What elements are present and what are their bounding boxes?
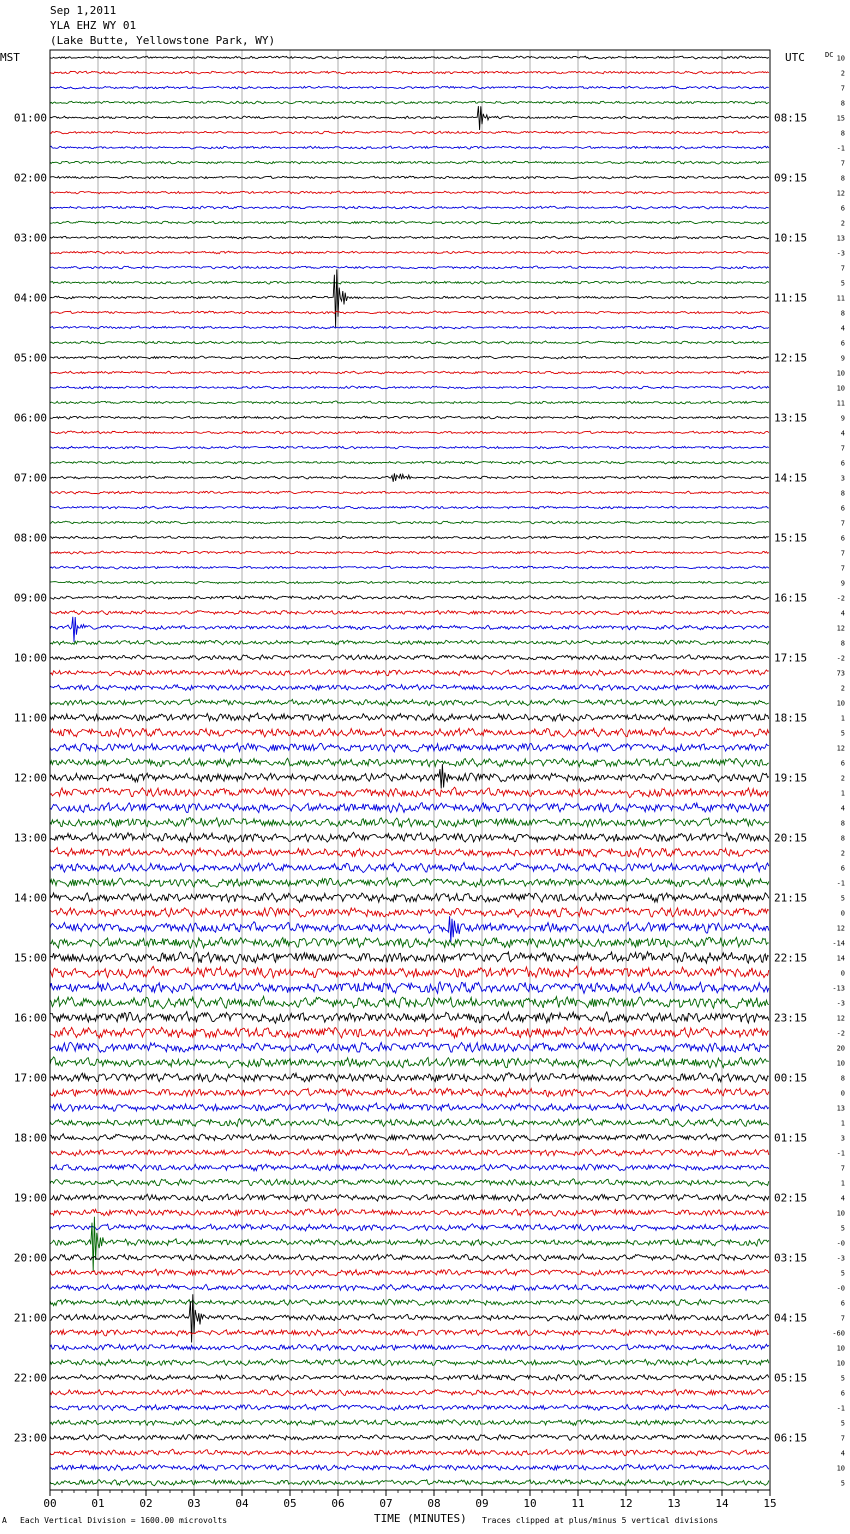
x-tick-label: 05 [283, 1497, 297, 1510]
dc-offset-label: 12 [836, 744, 845, 753]
dc-offset-label: 7 [840, 564, 845, 573]
dc-offset-label: 8 [840, 174, 845, 183]
dc-offset-label: 3 [840, 1134, 845, 1143]
dc-offset-label: 3 [840, 474, 845, 483]
dc-offset-label: 6 [840, 459, 845, 468]
dc-offset-label: 4 [840, 609, 845, 618]
x-tick-label: 02 [139, 1497, 153, 1510]
right-hour-label: 04:15 [774, 1311, 808, 1325]
clip-note: Traces clipped at plus/minus 5 vertical divisions [482, 1516, 719, 1525]
dc-offset-label: 10 [836, 54, 845, 63]
x-tick-label: 00 [43, 1497, 57, 1510]
left-hour-label: 05:00 [13, 351, 47, 365]
trace-line-89 [50, 1389, 769, 1395]
dc-offset-label: 6 [840, 1389, 845, 1398]
right-hour-label: 22:15 [774, 951, 808, 965]
dc-offset-label: 1 [840, 714, 845, 723]
trace-line-43 [50, 699, 769, 706]
x-tick-label: 08 [427, 1497, 441, 1510]
dc-offset-label: -3 [836, 999, 845, 1008]
trace-line-45 [50, 728, 769, 737]
trace-line-79 [50, 1217, 769, 1271]
trace-line-30 [50, 506, 769, 509]
dc-offset-label: 10 [836, 1344, 845, 1353]
dc-offset-label: 4 [840, 804, 845, 813]
dc-offset-label: 10 [836, 699, 845, 708]
dc-offset-label: -14 [832, 939, 845, 948]
right-hour-label: 16:15 [774, 591, 808, 605]
dc-offset-label: -1 [836, 879, 845, 888]
trace-line-5 [50, 131, 769, 134]
trace-line-15 [50, 281, 769, 284]
dc-offset-label: 14 [836, 954, 845, 963]
trace-line-33 [50, 551, 769, 554]
dc-offset-labels [832, 55, 845, 1488]
trace-line-24 [50, 416, 769, 419]
dc-offset-label: 10 [836, 1359, 845, 1368]
trace-line-7 [50, 161, 769, 164]
right-hour-label: 11:15 [774, 291, 808, 305]
left-hour-label: 18:00 [13, 1131, 47, 1145]
trace-line-1 [50, 71, 769, 74]
right-hour-label: 18:15 [774, 711, 808, 725]
trace-line-73 [50, 1149, 769, 1156]
dc-offset-label: 6 [840, 534, 845, 543]
trace-line-4 [50, 106, 769, 130]
trace-line-86 [50, 1344, 769, 1351]
dc-offset-label: 12 [836, 1014, 845, 1023]
left-hour-label: 15:00 [13, 951, 47, 965]
left-hour-label: 14:00 [13, 891, 47, 905]
right-hour-label: 19:15 [774, 771, 808, 785]
dc-offset-label: 2 [840, 69, 845, 78]
left-hour-label: 09:00 [13, 591, 47, 605]
x-tick-label: 09 [475, 1497, 489, 1510]
trace-line-93 [50, 1449, 769, 1456]
dc-offset-label: -0 [836, 1284, 845, 1293]
left-hour-label: 06:00 [13, 411, 47, 425]
trace-line-85 [50, 1329, 769, 1336]
x-tick-label: 10 [523, 1497, 537, 1510]
dc-offset-label: -13 [832, 984, 845, 993]
dc-offset-label: 6 [840, 504, 845, 513]
dc-offset-label: 4 [840, 324, 845, 333]
trace-line-70 [50, 1103, 769, 1111]
trace-line-65 [50, 1027, 769, 1038]
trace-line-91 [50, 1420, 769, 1426]
trace-line-63 [50, 996, 769, 1008]
right-hour-label: 09:15 [774, 171, 808, 185]
trace-line-87 [50, 1359, 769, 1366]
x-tick-label: 14 [715, 1497, 729, 1510]
dc-offset-label: -1 [836, 1404, 845, 1413]
dc-offset-label: 9 [840, 414, 845, 423]
dc-offset-label: 8 [840, 129, 845, 138]
trace-line-8 [50, 176, 769, 179]
x-tick-label: 06 [331, 1497, 345, 1510]
right-hour-label: 14:15 [774, 471, 808, 485]
trace-line-14 [50, 266, 769, 269]
left-hour-label: 12:00 [13, 771, 47, 785]
left-hour-label: 07:00 [13, 471, 47, 485]
dc-offset-label: 8 [840, 819, 845, 828]
trace-line-2 [50, 86, 769, 89]
trace-line-13 [50, 251, 769, 254]
dc-offset-label: 6 [840, 759, 845, 768]
left-hour-label: 16:00 [13, 1011, 47, 1025]
right-timezone-label: UTC [785, 51, 805, 64]
trace-line-3 [50, 101, 769, 104]
dc-offset-label: 2 [840, 774, 845, 783]
trace-line-40 [50, 655, 769, 661]
dc-offset-label: -3 [836, 249, 845, 258]
dc-offset-label: 4 [840, 1449, 845, 1458]
trace-line-6 [50, 146, 769, 149]
dc-offset-label: -1 [836, 144, 845, 153]
trace-line-18 [50, 326, 769, 329]
left-hour-label: 02:00 [13, 171, 47, 185]
right-hour-label: 00:15 [774, 1071, 808, 1085]
trace-line-51 [50, 818, 769, 828]
trace-line-66 [50, 1042, 769, 1052]
dc-offset-label: 9 [840, 354, 845, 363]
dc-offset-label: 8 [840, 99, 845, 108]
trace-line-26 [50, 446, 769, 449]
trace-line-54 [50, 863, 769, 873]
right-hour-label: 12:15 [774, 351, 808, 365]
corner-mark: A [2, 1516, 7, 1525]
dc-offset-label: 10 [836, 1209, 845, 1218]
trace-line-17 [50, 311, 769, 314]
dc-offset-label: 5 [840, 1419, 845, 1428]
trace-line-88 [50, 1375, 769, 1381]
dc-offset-label: 13 [836, 1104, 845, 1113]
dc-offset-label: 7 [840, 1314, 845, 1323]
dc-offset-label: 5 [840, 279, 845, 288]
dc-offset-label: 12 [836, 189, 845, 198]
dc-offset-label: 8 [840, 1074, 845, 1083]
dc-offset-label: 0 [840, 969, 845, 978]
dc-offset-label: 0 [840, 909, 845, 918]
dc-offset-label: 73 [836, 669, 845, 678]
dc-offset-label: 6 [840, 864, 845, 873]
dc-offset-label: 13 [836, 234, 845, 243]
dc-offset-label: 8 [840, 309, 845, 318]
dc-offset-label: 10 [836, 369, 845, 378]
right-hour-label: 20:15 [774, 831, 808, 845]
left-hour-label: 13:00 [13, 831, 47, 845]
trace-line-19 [50, 341, 769, 344]
trace-line-71 [50, 1119, 769, 1127]
trace-line-21 [50, 371, 769, 374]
trace-line-0 [50, 56, 769, 59]
trace-line-44 [50, 713, 769, 721]
dc-offset-label: 10 [836, 1059, 845, 1068]
dc-offset-label: 4 [840, 429, 845, 438]
trace-line-46 [50, 743, 769, 752]
trace-line-36 [50, 596, 769, 600]
trace-line-20 [50, 356, 769, 359]
trace-line-42 [50, 685, 769, 691]
dc-offset-label: 8 [840, 489, 845, 498]
dc-offset-label: 1 [840, 1119, 845, 1128]
trace-line-67 [50, 1057, 769, 1068]
trace-line-62 [50, 982, 769, 993]
trace-line-41 [50, 670, 769, 676]
right-hour-label: 17:15 [774, 651, 808, 665]
dc-offset-label: 7 [840, 1434, 845, 1443]
left-hour-label: 19:00 [13, 1191, 47, 1205]
trace-line-31 [50, 521, 769, 524]
left-hour-label: 22:00 [13, 1371, 47, 1385]
left-hour-label: 01:00 [13, 111, 47, 125]
right-hour-labels [774, 112, 807, 1445]
x-tick-label: 15 [763, 1497, 777, 1510]
trace-line-72 [50, 1134, 769, 1141]
dc-offset-label: 10 [836, 1464, 845, 1473]
right-hour-label: 03:15 [774, 1251, 808, 1265]
dc-offset-label: 6 [840, 339, 845, 348]
right-hour-label: 23:15 [774, 1011, 808, 1025]
x-tick-label: 04 [235, 1497, 249, 1510]
trace-line-16 [50, 269, 769, 327]
left-hour-labels [14, 112, 47, 1445]
dc-offset-label: 0 [840, 1089, 845, 1098]
trace-line-80 [50, 1254, 769, 1261]
x-tick-label: 12 [619, 1497, 633, 1510]
trace-line-50 [50, 803, 769, 813]
trace-line-81 [50, 1269, 769, 1276]
trace-line-77 [50, 1209, 769, 1216]
dc-offset-label: 15 [836, 114, 845, 123]
dc-offset-label: -2 [836, 594, 845, 603]
dc-offset-label: 10 [836, 384, 845, 393]
trace-line-35 [50, 581, 769, 584]
right-hour-label: 10:15 [774, 231, 808, 245]
trace-line-10 [50, 206, 769, 209]
trace-line-47 [50, 758, 769, 767]
trace-line-82 [50, 1284, 769, 1290]
right-hour-label: 13:15 [774, 411, 808, 425]
trace-line-61 [50, 966, 769, 978]
trace-line-75 [50, 1179, 769, 1187]
header-station: YLA EHZ WY 01 [50, 19, 137, 32]
trace-line-48 [50, 764, 769, 788]
dc-offset-label: 5 [840, 1479, 845, 1488]
dc-offset-label: 9 [840, 579, 845, 588]
trace-line-27 [50, 461, 769, 464]
trace-line-92 [50, 1435, 769, 1441]
x-tick-label: 01 [91, 1497, 105, 1510]
dc-offset-label: 5 [840, 1269, 845, 1278]
x-tick-label: 07 [379, 1497, 393, 1510]
left-hour-label: 10:00 [13, 651, 47, 665]
right-hour-label: 05:15 [774, 1371, 808, 1385]
dc-offset-label: 7 [840, 519, 845, 528]
dc-offset-label: 1 [840, 1179, 845, 1188]
left-hour-label: 20:00 [13, 1251, 47, 1265]
trace-line-76 [50, 1194, 769, 1201]
header-location: (Lake Butte, Yellowstone Park, WY) [50, 34, 276, 47]
dc-offset-label: 2 [840, 849, 845, 858]
right-hour-label: 01:15 [774, 1131, 808, 1145]
trace-line-68 [50, 1073, 769, 1083]
dc-offset-label: 6 [840, 204, 845, 213]
trace-line-29 [50, 491, 769, 494]
trace-line-64 [50, 1012, 769, 1024]
trace-line-78 [50, 1224, 769, 1231]
dc-offset-label: 6 [840, 1299, 845, 1308]
dc-offset-label: 7 [840, 549, 845, 558]
dc-offset-label: 7 [840, 264, 845, 273]
dc-offset-label: 7 [840, 444, 845, 453]
right-hour-label: 15:15 [774, 531, 808, 545]
trace-line-53 [50, 848, 769, 858]
trace-line-74 [50, 1164, 769, 1171]
dc-offset-label: -1 [836, 1149, 845, 1158]
trace-line-12 [50, 236, 769, 239]
left-hour-label: 23:00 [13, 1431, 47, 1445]
trace-line-38 [50, 617, 769, 642]
trace-line-57 [50, 908, 769, 918]
x-tick-label: 13 [667, 1497, 681, 1510]
left-hour-label: 11:00 [13, 711, 47, 725]
dc-offset-label: -3 [836, 1254, 845, 1263]
trace-line-39 [50, 640, 769, 645]
scale-note: Each Vertical Division = 1600.00 microvolts [20, 1516, 228, 1525]
trace-line-9 [50, 191, 769, 194]
dc-offset-label: -0 [836, 1239, 845, 1248]
dc-offset-label: 12 [836, 924, 845, 933]
x-tick-label: 11 [571, 1497, 585, 1510]
trace-line-69 [50, 1088, 769, 1097]
x-tick-label: 03 [187, 1497, 201, 1510]
dc-offset-label: 2 [840, 684, 845, 693]
trace-line-60 [50, 952, 769, 964]
dc-offset-label: 4 [840, 1194, 845, 1203]
dc-offset-label: 8 [840, 834, 845, 843]
left-hour-label: 21:00 [13, 1311, 47, 1325]
dc-offset-label: 8 [840, 639, 845, 648]
dc-offset-label: 7 [840, 84, 845, 93]
dc-offset-label: 1 [840, 789, 845, 798]
trace-line-83 [50, 1299, 769, 1305]
trace-line-90 [50, 1404, 769, 1410]
dc-offset-label: 5 [840, 894, 845, 903]
x-axis-ticks [43, 1490, 776, 1510]
left-hour-label: 17:00 [13, 1071, 47, 1085]
right-hour-label: 08:15 [774, 111, 808, 125]
left-timezone-label: MST [0, 51, 20, 64]
right-hour-label: 02:15 [774, 1191, 808, 1205]
seismic-traces [50, 56, 769, 1486]
dc-offset-label: -60 [832, 1329, 845, 1338]
dc-offset-label: 11 [836, 294, 845, 303]
trace-line-37 [50, 610, 769, 614]
trace-line-11 [50, 221, 769, 224]
trace-line-55 [50, 878, 769, 887]
trace-line-28 [50, 473, 769, 482]
trace-line-25 [50, 431, 769, 434]
dc-offset-label: 11 [836, 399, 845, 408]
trace-line-22 [50, 386, 769, 389]
x-axis-label: TIME (MINUTES) [374, 1512, 467, 1525]
trace-line-56 [50, 893, 769, 902]
dc-offset-label: 2 [840, 219, 845, 228]
trace-line-34 [50, 566, 769, 569]
dc-header-label: DC [825, 51, 834, 59]
trace-line-95 [50, 1480, 769, 1486]
left-hour-label: 04:00 [13, 291, 47, 305]
trace-line-49 [50, 787, 769, 798]
dc-offset-label: 5 [840, 1224, 845, 1233]
dc-offset-label: 7 [840, 1164, 845, 1173]
dc-offset-label: -2 [836, 1029, 845, 1038]
dc-offset-label: 5 [840, 1374, 845, 1383]
trace-line-59 [50, 937, 769, 948]
trace-line-32 [50, 536, 769, 539]
trace-line-58 [50, 916, 769, 942]
dc-offset-label: 20 [836, 1044, 845, 1053]
right-hour-label: 06:15 [774, 1431, 808, 1445]
dc-offset-label: -2 [836, 654, 845, 663]
dc-offset-label: 12 [836, 624, 845, 633]
dc-offset-label: 7 [840, 159, 845, 168]
trace-line-52 [50, 832, 769, 842]
trace-line-23 [50, 401, 769, 404]
left-hour-label: 08:00 [13, 531, 47, 545]
header-date: Sep 1,2011 [50, 4, 117, 17]
left-hour-label: 03:00 [13, 231, 47, 245]
trace-line-94 [50, 1465, 769, 1471]
right-hour-label: 21:15 [774, 891, 808, 905]
dc-offset-label: 5 [840, 729, 845, 738]
